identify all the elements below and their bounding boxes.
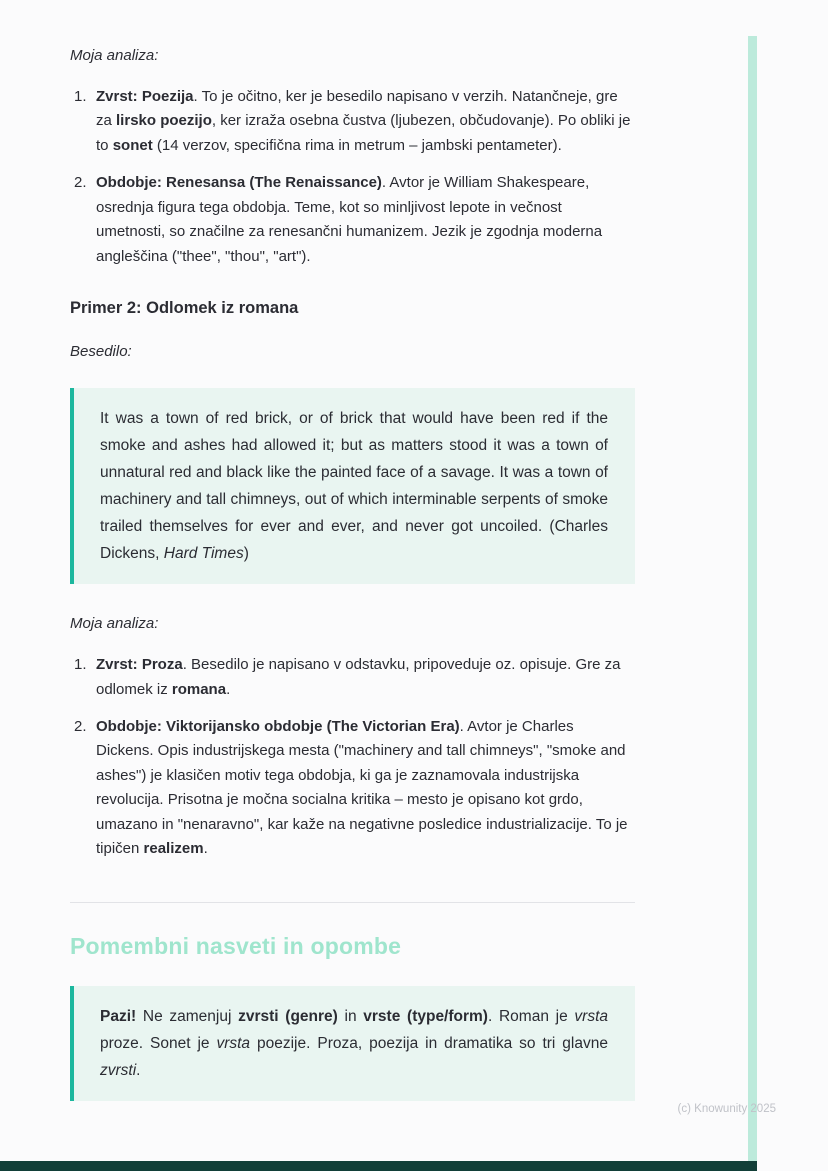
side-strip-decoration xyxy=(748,36,757,1171)
note-text: Pazi! Ne zamenjuj zvrsti (genre) in vrste (type/form). Roman je vrsta proze. Sonet je vrsta poezije. Proza, poezija in dramatika so tri glavne zvrsti. xyxy=(100,1007,608,1079)
list-item-text: Zvrst: Poezija. To je očitno, ker je besedilo napisano v verzih. Natančneje, gre za lirsko poezijo, ker izraža osebna čustva (ljubezen, občudovanje). Po obliki je to sonet (14 verzov, specifična rima in metrum – jambski pentameter). xyxy=(96,88,631,154)
list-item xyxy=(96,85,635,158)
analysis-list-2 xyxy=(70,653,635,862)
primer2-heading: Primer 2: Odlomek iz romana xyxy=(70,299,299,318)
section-heading: Pomembni nasveti in opombe xyxy=(70,932,402,959)
list-item xyxy=(96,715,635,862)
analysis-label-2: Moja analiza: xyxy=(70,615,159,633)
note-box xyxy=(70,986,635,1101)
dickens-quote-box xyxy=(70,388,635,584)
copyright: (c) Knowunity 2025 xyxy=(677,1103,776,1115)
besedilo-label: Besedilo: xyxy=(70,343,132,361)
list-item-text: Obdobje: Renesansa (The Renaissance). Avtor je William Shakespeare, osrednja figura tega obdobja. Teme, kot so minljivost lepote in večnost umetnosti, so značilne za renesančni humanizem. Jezik je zgodnja moderna angleščina ("thee", "thou", "art"). xyxy=(96,174,603,265)
document-content xyxy=(70,44,635,1129)
list-item-text: Obdobje: Viktorijansko obdobje (The Victorian Era). Avtor je Charles Dickens. Opis industrijskega mesta ("machinery and tall chimneys", "smoke and ashes") je klasičen motiv tega obdobja, ki ga je zaznamovala industrijska revolucija. Prisotna je močna socialna kritika – mesto je opisano kot grdo, umazano in "nenaravno", kar kaže na negativne posledice industrializacije. To je tipičen realizem. xyxy=(96,717,628,858)
analysis-list-1 xyxy=(70,85,635,269)
analysis-label-1: Moja analiza: xyxy=(70,47,159,64)
list-item xyxy=(96,653,635,702)
list-item-text: Zvrst: Proza. Besedilo je napisano v odstavku, pripoveduje oz. opisuje. Gre za odlomek iz romana. xyxy=(96,656,621,698)
list-item xyxy=(96,171,635,269)
dickens-quote-text: It was a town of red brick, or of brick that would have been red if the smoke and ashes had allowed it; but as matters stood it was a town of unnatural red and black like the painted face of a savage. It was a town of machinery and tall chimneys, out of which interminable serpents of smoke trailed themselves for ever and ever, and never got uncoiled. (Charles Dickens, Hard Times) xyxy=(100,410,608,563)
divider xyxy=(70,902,635,903)
bottom-bar-decoration xyxy=(0,1161,757,1171)
